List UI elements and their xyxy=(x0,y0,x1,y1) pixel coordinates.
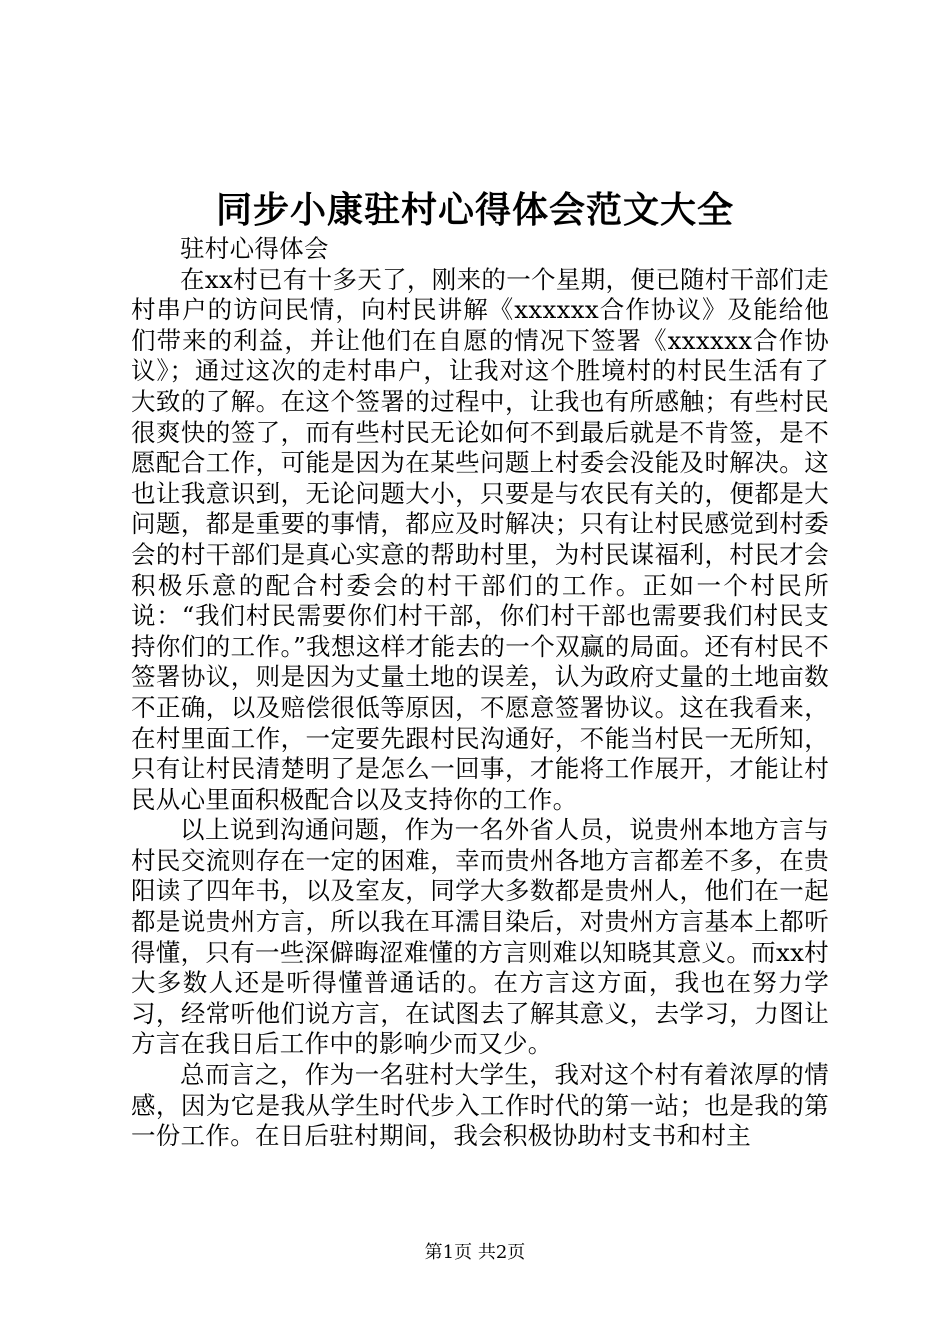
paragraph: 以上说到沟通问题，作为一名外省人员，说贵州本地方言与村民交流则存在一定的困难，幸而贵州各地方言都差不多，在贵阳读了四年书，以及室友，同学大多数都是贵州人，他们在一起都是说贵州方言，所以我在耳濡目染后，对贵州方言基本上都听得懂，只有一些深僻晦涩难懂的方言则难以知晓其意义。而xx村大多数人还是听得懂普通话的。在方言这方面，我也在努力学习，经常听他们说方言，在试图去了解其意义，去学习，力图让方言在我日后工作中的影响少而又少。 xyxy=(131,815,829,1059)
section-heading: 驻村心得体会 xyxy=(180,234,329,263)
paragraph: 总而言之，作为一名驻村大学生，我对这个村有着浓厚的情感，因为它是我从学生时代步入工作时代的第一站；也是我的第一份工作。在日后驻村期间，我会积极协助村支书和村主 xyxy=(131,1060,829,1151)
page-number-footer: 第1页 共2页 xyxy=(424,1242,526,1263)
document-body xyxy=(131,234,829,1190)
paragraph: 在xx村已有十多天了，刚来的一个星期，便已随村干部们走村串户的访问民情，向村民讲解《xxxxxx合作协议》及能给他们带来的利益，并让他们在自愿的情况下签署《xxxxxx合作协议》；通过这次的走村串户，让我对这个胜境村的村民生活有了大致的了解。在这个签署的过程中，让我也有所感触；有些村民很爽快的签了，而有些村民无论如何不到最后就是不肯签，是不愿配合工作，可能是因为在某些问题上村委会没能及时解决。这也让我意识到，无论问题大小，只要是与农民有关的，便都是大问题，都是重要的事情，都应及时解决；只有让村民感觉到村委会的村干部们是真心实意的帮助村里，为村民谋福利，村民才会积极乐意的配合村委会的村干部们的工作。正如一个村民所说：“我们村民需要你们村干部，你们村干部也需要我们村民支持你们的工作。”我想这样才能去的一个双赢的局面。还有村民不签署协议，则是因为丈量土地的误差，认为政府丈量的土地亩数不正确，以及赔偿很低等原因，不愿意签署协议。这在我看来，在村里面工作，一定要先跟村民沟通好，不能当村民一无所知，只有让村民清楚明了是怎么一回事，才能将工作展开，才能让村民从心里面积极配合以及支持你的工作。 xyxy=(131,264,829,814)
document-title: 同步小康驻村心得体会范文大全 xyxy=(215,189,734,231)
